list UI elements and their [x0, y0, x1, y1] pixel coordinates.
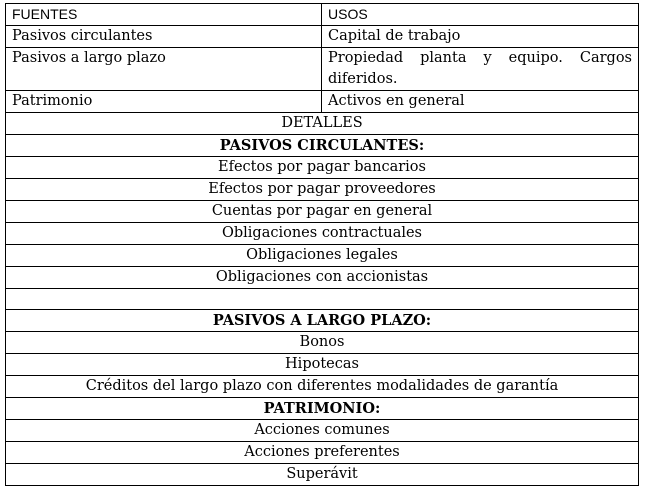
- detail-row: [6, 157, 639, 179]
- uso-cell: Activos en general: [322, 91, 639, 113]
- detail-row: [6, 201, 639, 223]
- pasivos-circulantes-heading: PASIVOS CIRCULANTES:: [6, 135, 639, 157]
- detail-item: Créditos del largo plazo con diferentes modalidades de garantía: [6, 376, 639, 398]
- detail-row: [6, 354, 639, 376]
- detail-row: [6, 420, 639, 442]
- detail-item: Obligaciones legales: [6, 245, 639, 267]
- fuente-cell: Patrimonio: [6, 91, 322, 113]
- patrimonio-heading: PATRIMONIO:: [6, 398, 639, 420]
- detail-item: Acciones preferentes: [6, 442, 639, 464]
- header-fuentes: FUENTES: [6, 4, 322, 26]
- uso-cell: Capital de trabajo: [322, 26, 639, 48]
- detail-item: Efectos por pagar bancarios: [6, 157, 639, 179]
- fuentes-usos-table: [5, 3, 639, 486]
- detail-row: [6, 223, 639, 245]
- pasivos-largo-plazo-heading: PASIVOS A LARGO PLAZO:: [6, 310, 639, 332]
- detail-item: Efectos por pagar proveedores: [6, 179, 639, 201]
- detail-item: Cuentas por pagar en general: [6, 201, 639, 223]
- section-heading-row: [6, 135, 639, 157]
- table-header-row: [6, 4, 639, 26]
- header-usos: USOS: [322, 4, 639, 26]
- table-row: [6, 26, 639, 48]
- detail-item: Obligaciones contractuales: [6, 223, 639, 245]
- section-heading-row: [6, 398, 639, 420]
- detail-row: [6, 332, 639, 354]
- detail-item: Acciones comunes: [6, 420, 639, 442]
- detail-row: [6, 376, 639, 398]
- detail-row: [6, 179, 639, 201]
- empty-row: [6, 289, 639, 310]
- detail-item: Hipotecas: [6, 354, 639, 376]
- uso-cell: Propiedad planta y equipo. Cargos diferidos.: [322, 48, 639, 91]
- detail-row: [6, 267, 639, 289]
- table-row: [6, 91, 639, 113]
- detalles-row: [6, 113, 639, 135]
- detail-row: [6, 245, 639, 267]
- detail-item: Obligaciones con accionistas: [6, 267, 639, 289]
- detail-row: [6, 442, 639, 464]
- fuente-cell: Pasivos a largo plazo: [6, 48, 322, 91]
- detalles-heading: DETALLES: [6, 113, 639, 135]
- detail-row: [6, 464, 639, 486]
- table-row: [6, 48, 639, 91]
- fuente-cell: Pasivos circulantes: [6, 26, 322, 48]
- detail-item: Superávit: [6, 464, 639, 486]
- section-heading-row: [6, 310, 639, 332]
- empty-cell: [6, 289, 639, 310]
- detail-item: Bonos: [6, 332, 639, 354]
